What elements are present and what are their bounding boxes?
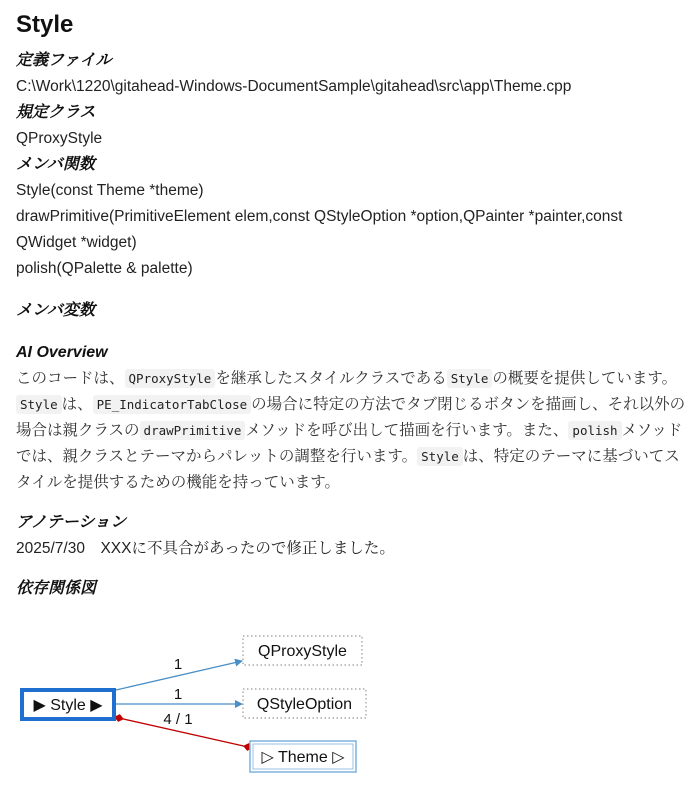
node-theme[interactable] <box>250 741 356 772</box>
node-qproxystyle-label: QProxyStyle <box>258 643 347 660</box>
code-span: Style <box>16 395 62 414</box>
edge-label-qstyleoption: 1 <box>173 686 183 703</box>
code-span: polish <box>568 421 621 440</box>
member-function-line: polish(QPalette & palette) <box>16 260 193 277</box>
dependency-graph <box>0 620 696 782</box>
definition-file-path: C:\Work\1220\gitahead-Windows-DocumentSample\gitahead\src\app\Theme.cpp <box>16 78 572 95</box>
node-theme-label: ▷ Theme ▷ <box>261 749 345 766</box>
base-class-value: QProxyStyle <box>16 130 103 147</box>
definition-file-heading: 定義ファイル <box>16 52 112 69</box>
ai-overview-text: このコードは、 QProxyStyle を継承したスタイルクラスである Style の概要を提供しています。Style は、 PE_IndicatorTabClose の場合に特定の方法でタブ閉じるボタンを描画し、それ以外の場合は親クラスの drawPrimitive メソッドを呼び出して描画を行います。また、 polish メソッドでは、親クラスとテーマからパレットの調整を行います。 Style は、特定のテーマに基づいてスタイルを提供するための機能を持っています。 <box>16 370 686 491</box>
base-class-heading: 規定クラス <box>16 104 96 121</box>
member-functions-heading: メンバ関数 <box>16 156 95 173</box>
member-function-line: drawPrimitive(PrimitiveElement elem,const QStyleOption *option,QPainter *painter,const <box>16 208 623 225</box>
node-qproxystyle[interactable] <box>243 636 362 665</box>
node-qstyleoption-label: QStyleOption <box>256 696 353 713</box>
member-function-line: QWidget *widget) <box>16 234 137 251</box>
edge-label-theme: 4 / 1 <box>163 711 193 728</box>
edge-label-qproxystyle: 1 <box>173 656 183 673</box>
member-function-line: Style(const Theme *theme) <box>16 182 204 199</box>
code-span: PE_IndicatorTabClose <box>93 395 252 414</box>
member-variables-heading: メンバ変数 <box>16 302 95 319</box>
code-span: Style <box>417 447 463 466</box>
annotation-heading: アノテーション <box>16 514 127 531</box>
code-span: QProxyStyle <box>125 369 216 388</box>
page-title: Style <box>16 11 74 38</box>
ai-overview-heading: AI Overview <box>16 344 108 361</box>
annotation-text: 2025/7/30 XXXに不具合があったので修正しました。 <box>16 540 395 557</box>
node-style-label: ▶ Style ▶ <box>33 697 103 714</box>
dependency-graph-heading: 依存関係図 <box>16 580 97 597</box>
node-qstyleoption[interactable] <box>243 689 366 718</box>
code-span: drawPrimitive <box>140 421 246 440</box>
dependency-graph-svg <box>0 620 696 782</box>
code-span: Style <box>447 369 493 388</box>
node-style[interactable] <box>22 690 114 719</box>
